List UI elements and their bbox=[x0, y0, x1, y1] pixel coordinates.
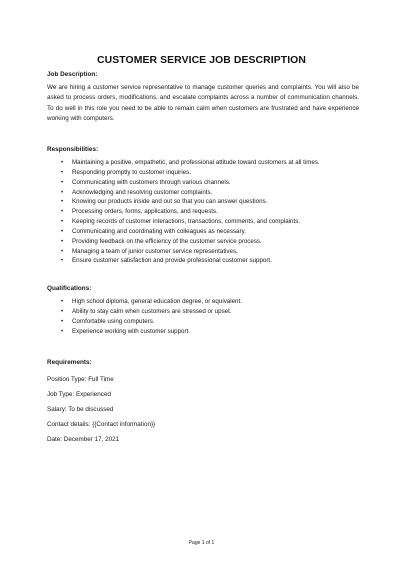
bullet-icon: • bbox=[61, 247, 64, 255]
qualifications-section bbox=[47, 285, 359, 336]
list-item: • Acknowledging and resolving customer complaints. bbox=[61, 188, 213, 196]
responsibilities-heading: Responsibilities: bbox=[47, 146, 99, 153]
job-description-heading: Job Description: bbox=[47, 71, 98, 78]
job-description-section bbox=[47, 71, 359, 124]
job-description-text: We are hiring a customer service representative to manage customer queries and complaints. You will also be asked to process orders, modifications, and escalate complaints across a number of communication channels. To do well in this role you need to be able to remain calm when customers are frustrated and have experience working with computers. bbox=[47, 84, 359, 122]
list-item: • Ensure customer satisfaction and provide professional customer support. bbox=[61, 257, 272, 265]
responsibilities-list bbox=[47, 158, 359, 266]
list-item: • Managing a team of junior customer service representatives. bbox=[61, 247, 238, 255]
bullet-icon: • bbox=[61, 327, 64, 335]
page-number: Page 1 of 1 bbox=[188, 540, 215, 546]
qualifications-list bbox=[47, 297, 359, 336]
list-item: • Communicating with customers through various channels. bbox=[61, 178, 231, 186]
list-item: • Processing orders, forms, applications, and requests. bbox=[61, 208, 218, 216]
date: Date: December 17, 2021 bbox=[47, 436, 120, 443]
list-item: • Responding promptly to customer inquiries. bbox=[61, 168, 191, 176]
list-item: • Experience working with customer support. bbox=[61, 327, 190, 335]
job-type: Job Type: Experienced bbox=[47, 391, 111, 398]
list-item: • Knowing our products inside and out so that you can answer questions. bbox=[61, 198, 268, 206]
list-item: • Maintaining a positive, empathetic, and professional attitude toward customers at all times. bbox=[61, 159, 320, 166]
requirements-heading: Requirements: bbox=[47, 359, 92, 366]
bullet-icon: • bbox=[61, 188, 64, 196]
qualifications-heading: Qualifications: bbox=[47, 285, 92, 292]
bullet-icon: • bbox=[61, 257, 64, 265]
list-item: • Keeping records of customer interactions, transactions, comments, and complaints. bbox=[61, 218, 301, 226]
bullet-icon: • bbox=[61, 307, 64, 315]
responsibilities-section bbox=[47, 146, 359, 266]
bullet-icon: • bbox=[61, 237, 64, 245]
bullet-icon: • bbox=[61, 227, 64, 235]
position-type: Position Type: Full Time bbox=[47, 376, 114, 383]
salary: Salary: To be discussed bbox=[47, 406, 114, 413]
bullet-icon: • bbox=[61, 198, 64, 206]
requirements-section bbox=[47, 359, 359, 367]
contact-details: Contact details: {{Contact information}} bbox=[47, 421, 156, 428]
list-item: • Communicating and coordinating with colleagues as necessary. bbox=[61, 227, 246, 235]
list-item: • Comfortable using computers. bbox=[61, 317, 155, 325]
bullet-icon: • bbox=[61, 208, 64, 216]
bullet-icon: • bbox=[61, 317, 64, 325]
bullet-icon: • bbox=[61, 168, 64, 176]
bullet-icon: • bbox=[61, 159, 64, 166]
bullet-icon: • bbox=[61, 218, 64, 226]
bullet-icon: • bbox=[61, 298, 64, 305]
list-item: • High school diploma, general education degree, or equivalent. bbox=[61, 298, 242, 305]
list-item: • Ability to stay calm when customers are stressed or upset. bbox=[61, 307, 232, 315]
bullet-icon: • bbox=[61, 178, 64, 186]
document-title: CUSTOMER SERVICE JOB DESCRIPTION bbox=[97, 55, 306, 66]
list-item: • Providing feedback on the efficiency of the customer service process. bbox=[61, 237, 262, 245]
